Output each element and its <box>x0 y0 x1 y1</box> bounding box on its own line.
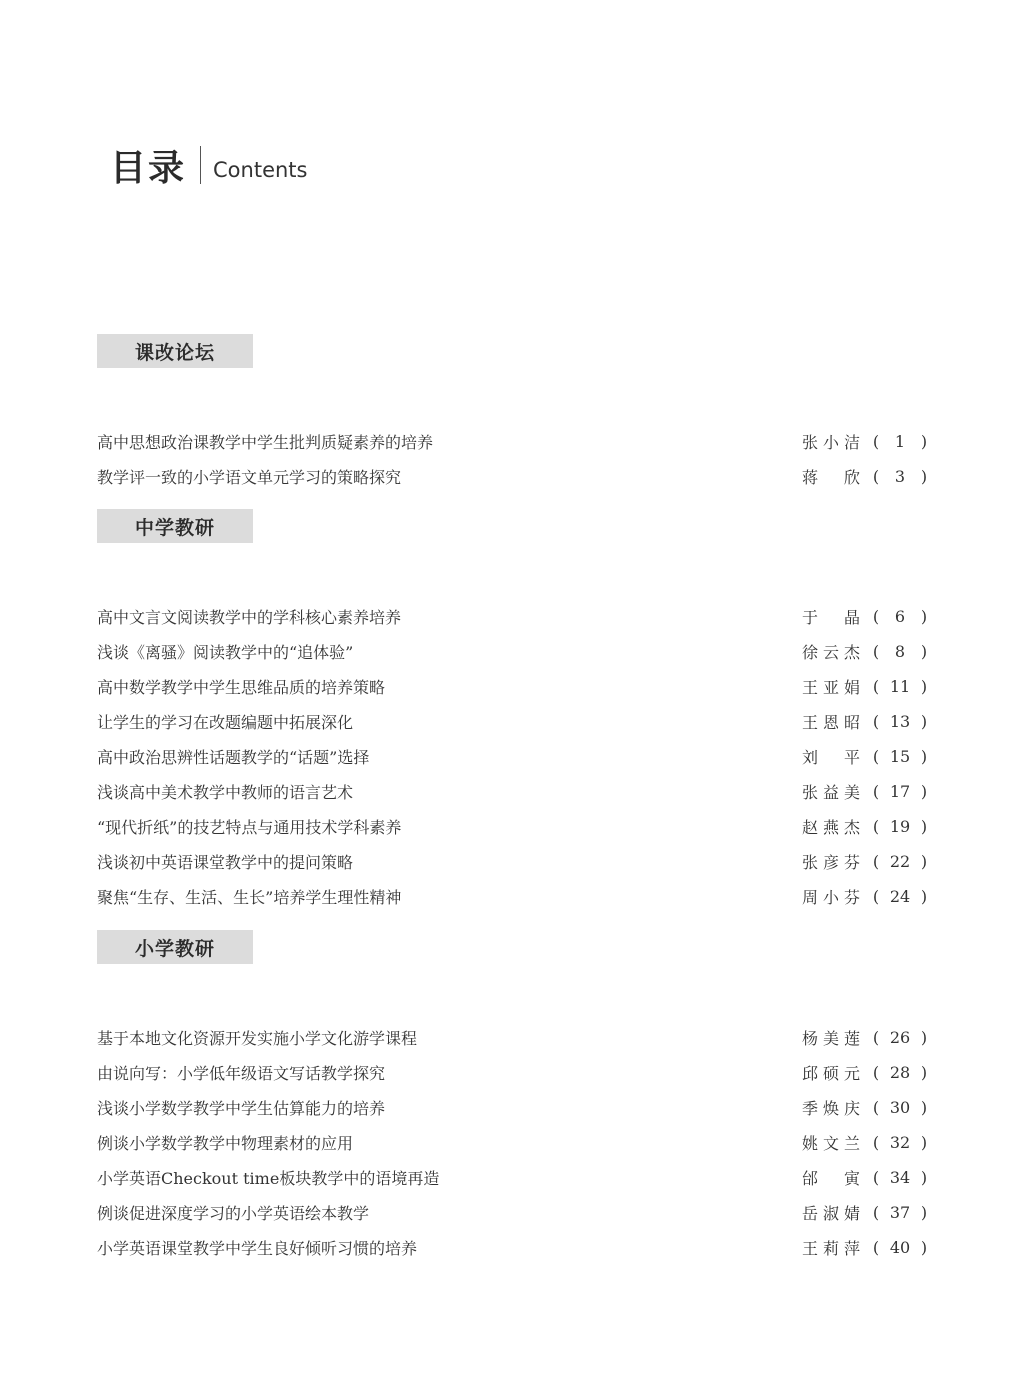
entry-page-ref <box>871 747 929 766</box>
entry-title: 高中文言文阅读教学中的学科核心素养培养 <box>97 608 402 627</box>
right-paren: ) <box>920 712 928 731</box>
left-paren: ( <box>872 782 880 801</box>
entry-page-ref <box>871 817 929 836</box>
left-paren: ( <box>872 887 880 906</box>
page-number: 8 <box>894 642 906 661</box>
entry-title: 基于本地文化资源开发实施小学文化游学课程 <box>97 1029 418 1048</box>
page-subtitle: Contents <box>213 158 308 182</box>
right-paren: ) <box>920 432 928 451</box>
right-paren: ) <box>920 642 928 661</box>
page-number: 13 <box>889 712 911 731</box>
toc-entry[interactable] <box>97 599 928 634</box>
left-paren: ( <box>872 1238 880 1257</box>
entry-title: 浅谈初中英语课堂教学中的提问策略 <box>97 853 354 872</box>
right-paren: ) <box>920 887 928 906</box>
right-paren: ) <box>920 1168 928 1187</box>
section-heading: 中学教研 <box>97 509 253 543</box>
toc-entry[interactable] <box>97 704 928 739</box>
page-number: 28 <box>889 1063 911 1082</box>
toc-header <box>110 140 307 190</box>
right-paren: ) <box>920 1098 928 1117</box>
entry-page-ref <box>871 677 929 696</box>
right-paren: ) <box>920 607 928 626</box>
toc-entry[interactable] <box>97 844 928 879</box>
page-number: 32 <box>889 1133 911 1152</box>
toc-entry[interactable] <box>97 739 928 774</box>
entry-author: 于晶 <box>802 608 860 627</box>
entry-page-ref <box>871 1098 929 1117</box>
entry-page-ref <box>871 432 929 451</box>
entry-page-ref <box>871 1203 929 1222</box>
entry-list <box>97 1020 928 1265</box>
right-paren: ) <box>920 747 928 766</box>
entry-author: 徐云杰 <box>802 643 860 662</box>
entry-author: 周小芬 <box>802 888 860 907</box>
left-paren: ( <box>872 817 880 836</box>
entry-page-ref <box>871 1133 929 1152</box>
page-number: 6 <box>894 607 906 626</box>
entry-title: 小学英语课堂教学中学生良好倾听习惯的培养 <box>97 1239 418 1258</box>
entry-title: 高中思想政治课教学中学生批判质疑素养的培养 <box>97 433 434 452</box>
entry-title: 浅谈小学数学教学中学生估算能力的培养 <box>97 1099 386 1118</box>
left-paren: ( <box>872 747 880 766</box>
right-paren: ) <box>920 677 928 696</box>
page-number: 22 <box>889 852 911 871</box>
left-paren: ( <box>872 677 880 696</box>
page-number: 37 <box>889 1203 911 1222</box>
entry-author: 张益美 <box>802 783 860 802</box>
entry-author: 季焕庆 <box>802 1099 860 1118</box>
entry-page-ref <box>871 467 929 486</box>
page-number: 11 <box>889 677 911 696</box>
toc-entry[interactable] <box>97 774 928 809</box>
left-paren: ( <box>872 1098 880 1117</box>
left-paren: ( <box>872 1168 880 1187</box>
entry-author: 王亚娟 <box>802 678 860 697</box>
toc-entry[interactable] <box>97 1090 928 1125</box>
section-kegai-luntan <box>97 334 928 494</box>
toc-entry[interactable] <box>97 1230 928 1265</box>
section-xiaoxue-jiaoyan <box>97 930 928 1265</box>
left-paren: ( <box>872 1063 880 1082</box>
page-title: 目录 <box>110 146 187 189</box>
toc-entry[interactable] <box>97 424 928 459</box>
entry-title: 由说向写：小学低年级语文写话教学探究 <box>97 1064 386 1083</box>
left-paren: ( <box>872 607 880 626</box>
entry-author: 王莉萍 <box>802 1239 860 1258</box>
entry-page-ref <box>871 712 929 731</box>
entry-author: 张小洁 <box>802 433 860 452</box>
entry-title: 让学生的学习在改题编题中拓展深化 <box>97 713 354 732</box>
entry-author: 岳淑婧 <box>802 1204 860 1223</box>
left-paren: ( <box>872 1203 880 1222</box>
entry-title: 小学英语Checkout time板块教学中的语境再造 <box>97 1169 440 1188</box>
page-number: 1 <box>894 432 906 451</box>
toc-entry[interactable] <box>97 879 928 914</box>
entry-author: 蒋欣 <box>802 468 860 487</box>
entry-title: 高中数学教学中学生思维品质的培养策略 <box>97 678 386 697</box>
right-paren: ) <box>920 817 928 836</box>
right-paren: ) <box>920 852 928 871</box>
toc-entry[interactable] <box>97 1160 928 1195</box>
left-paren: ( <box>872 642 880 661</box>
right-paren: ) <box>920 1203 928 1222</box>
page-number: 34 <box>889 1168 911 1187</box>
right-paren: ) <box>920 1133 928 1152</box>
entry-page-ref <box>871 782 929 801</box>
toc-entry[interactable] <box>97 1195 928 1230</box>
left-paren: ( <box>872 1028 880 1047</box>
entry-page-ref <box>871 852 929 871</box>
entry-author: 王恩昭 <box>802 713 860 732</box>
entry-author: 邱硕元 <box>802 1064 860 1083</box>
entry-author: 姚文兰 <box>802 1134 860 1153</box>
toc-entry[interactable] <box>97 1020 928 1055</box>
left-paren: ( <box>872 852 880 871</box>
entry-page-ref <box>871 1063 929 1082</box>
entry-title: 教学评一致的小学语文单元学习的策略探究 <box>97 468 402 487</box>
right-paren: ) <box>920 782 928 801</box>
page-number: 3 <box>894 467 906 486</box>
section-heading: 小学教研 <box>97 930 253 964</box>
right-paren: ) <box>920 467 928 486</box>
entry-page-ref <box>871 1028 929 1047</box>
page-number: 19 <box>889 817 911 836</box>
right-paren: ) <box>920 1238 928 1257</box>
entry-title: 浅谈《离骚》阅读教学中的“追体验” <box>97 643 354 662</box>
right-paren: ) <box>920 1063 928 1082</box>
left-paren: ( <box>872 432 880 451</box>
entry-author: 邰寅 <box>802 1169 860 1188</box>
entry-page-ref <box>871 887 929 906</box>
toc-entry[interactable] <box>97 634 928 669</box>
left-paren: ( <box>872 1133 880 1152</box>
entry-list <box>97 599 928 914</box>
right-paren: ) <box>920 1028 928 1047</box>
page-number: 15 <box>889 747 911 766</box>
toc-entry[interactable] <box>97 1125 928 1160</box>
entry-title: 聚焦“生存、生活、生长”培养学生理性精神 <box>97 888 402 907</box>
entry-page-ref <box>871 1238 929 1257</box>
entry-author: 刘平 <box>802 748 860 767</box>
entry-page-ref <box>871 607 929 626</box>
page-number: 26 <box>889 1028 911 1047</box>
section-zhongxue-jiaoyan <box>97 509 928 914</box>
entry-author: 赵燕杰 <box>802 818 860 837</box>
toc-entry[interactable] <box>97 459 928 494</box>
toc-entry[interactable] <box>97 669 928 704</box>
page-number: 40 <box>889 1238 911 1257</box>
entry-list <box>97 424 928 494</box>
entry-title: “现代折纸”的技艺特点与通用技术学科素养 <box>97 818 402 837</box>
entry-title: 浅谈高中美术教学中教师的语言艺术 <box>97 783 354 802</box>
toc-entry[interactable] <box>97 1055 928 1090</box>
section-heading: 课改论坛 <box>97 334 253 368</box>
left-paren: ( <box>872 467 880 486</box>
page-number: 17 <box>889 782 911 801</box>
entry-author: 杨美莲 <box>802 1029 860 1048</box>
page-number: 24 <box>889 887 911 906</box>
toc-entry[interactable] <box>97 809 928 844</box>
left-paren: ( <box>872 712 880 731</box>
entry-title: 例谈小学数学教学中物理素材的应用 <box>97 1134 354 1153</box>
entry-page-ref <box>871 1168 929 1187</box>
title-divider <box>200 146 201 184</box>
entry-author: 张彦芬 <box>802 853 860 872</box>
entry-page-ref <box>871 642 929 661</box>
entry-title: 例谈促进深度学习的小学英语绘本教学 <box>97 1204 370 1223</box>
page-number: 30 <box>889 1098 911 1117</box>
entry-title: 高中政治思辨性话题教学的“话题”选择 <box>97 748 370 767</box>
